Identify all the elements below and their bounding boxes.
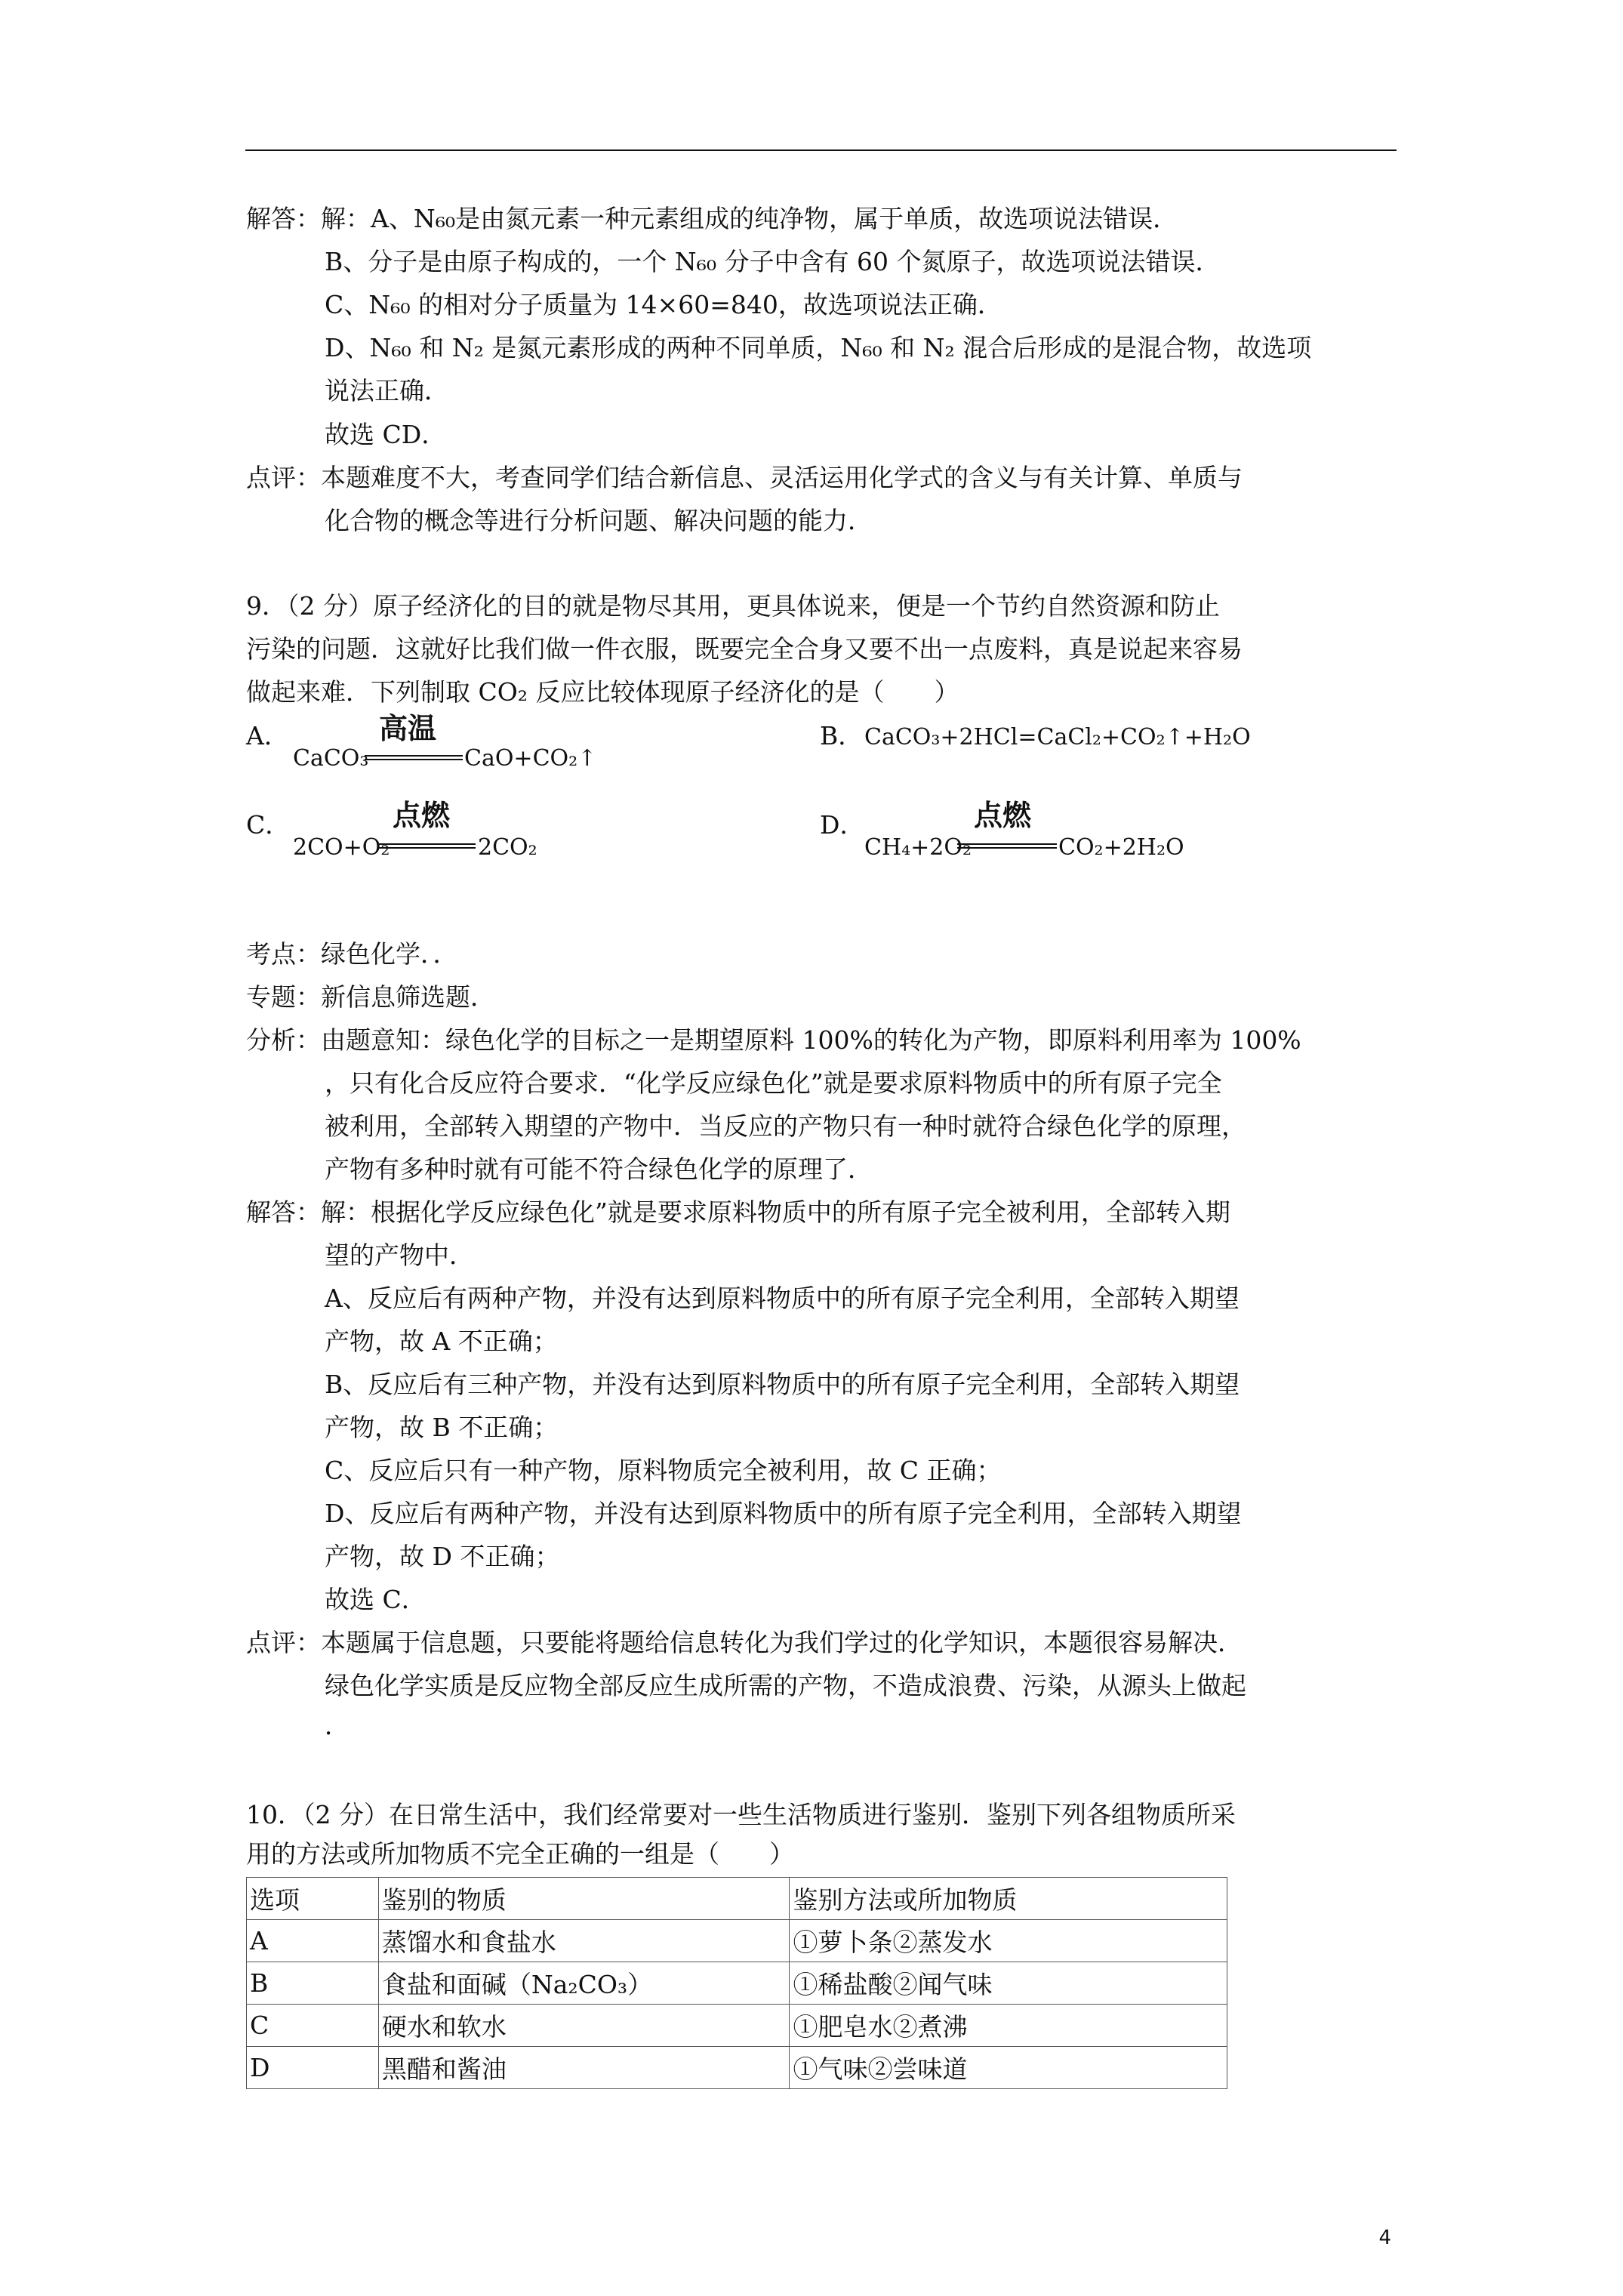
q9-comment-line-1: 点评：本题属于信息题，只要能将题给信息转化为我们学过的化学知识，本题很容易解决． — [246, 1628, 1243, 1657]
table-cell: 蒸馏水和食盐水 — [378, 1920, 790, 1962]
q9-answer-line-6: 产物，故 B 不正确； — [325, 1413, 559, 1442]
table-cell: ①气味②尝味道 — [790, 2047, 1227, 2089]
table-row — [247, 2047, 1227, 2089]
table-cell: ①萝卜条②蒸发水 — [790, 1920, 1227, 1962]
q9-stem-line-1: 9．（2 分）原子经济化的目的就是物尽其用，更具体说来，便是一个节约自然资源和防止 — [246, 591, 1220, 621]
q8-comment-line-1: 点评：本题难度不大，考查同学们结合新信息、灵活运用化学式的含义与有关计算、单质与 — [246, 463, 1243, 492]
q9-comment-line-3: ． — [325, 1711, 350, 1740]
table-cell: 黑醋和酱油 — [378, 2047, 790, 2089]
q9-option-a-product: CaO+CO₂↑ — [464, 745, 597, 772]
q9-option-c-condition: 点燃 — [393, 799, 451, 832]
table-header-cell: 鉴别的物质 — [378, 1878, 790, 1920]
q8-answer-line-4: D、N₆₀ 和 N₂ 是氮元素形成的两种不同单质，N₆₀ 和 N₂ 混合后形成的是混合物，故选项 — [325, 333, 1312, 362]
q9-analysis-line-1: 分析：由题意知：绿色化学的目标之一是期望原料 100%的转化为产物，即原料利用率为 100% — [246, 1025, 1301, 1055]
q9-answer-line-2: 望的产物中． — [325, 1240, 474, 1270]
q9-answer-line-9: 产物，故 D 不正确； — [325, 1542, 560, 1571]
q9-option-c-reactant: 2CO+O₂ — [293, 834, 390, 861]
q9-answer-line-4: 产物，故 A 不正确； — [325, 1327, 558, 1356]
q8-answer-line-3: C、N₆₀ 的相对分子质量为 14×60=840，故选项说法正确． — [325, 290, 1002, 319]
q9-point: 考点：绿色化学．． — [246, 939, 458, 969]
table-cell: C — [247, 2005, 379, 2047]
q9-option-a-equals — [365, 755, 463, 760]
table-cell: A — [247, 1920, 379, 1962]
table-cell: 硬水和软水 — [378, 2005, 790, 2047]
q9-stem-line-2: 污染的问题．这就好比我们做一件衣服，既要完全合身又要不出一点废料，真是说起来容易 — [246, 634, 1243, 664]
q9-option-c-equals — [377, 843, 476, 849]
q9-analysis-line-2: ，只有化合反应符合要求．“化学反应绿色化”就是要求原料物质中的所有原子完全 — [325, 1068, 1222, 1098]
q9-option-d-product: CO₂+2H₂O — [1058, 834, 1184, 861]
q9-option-d-condition: 点燃 — [974, 799, 1032, 832]
q9-answer-line-3: A、反应后有两种产物，并没有达到原料物质中的所有原子完全利用，全部转入期望 — [325, 1284, 1240, 1313]
q9-option-c-product: 2CO₂ — [478, 834, 537, 861]
q9-option-a-reactant: CaCO₃ — [293, 745, 369, 772]
q10-stem-line-2: 用的方法或所加物质不完全正确的一组是（ ） — [246, 1839, 794, 1869]
q9-topic: 专题：新信息筛选题． — [246, 982, 495, 1012]
table-header-cell: 鉴别方法或所加物质 — [790, 1878, 1227, 1920]
table-cell: ①稀盐酸②闻气味 — [790, 1962, 1227, 2005]
table-row — [247, 1962, 1227, 2005]
q9-option-a-condition: 高温 — [379, 712, 437, 745]
q9-stem-line-3: 做起来难．下列制取 CO₂ 反应比较体现原子经济化的是（ ） — [246, 677, 959, 707]
table-header-row — [247, 1878, 1227, 1920]
q10-table — [246, 1877, 1227, 2089]
page-number: 4 — [1378, 2227, 1391, 2249]
q9-comment-line-2: 绿色化学实质是反应物全部反应生成所需的产物，不造成浪费、污染，从源头上做起 — [325, 1671, 1246, 1700]
q9-answer-line-5: B、反应后有三种产物，并没有达到原料物质中的所有原子完全利用，全部转入期望 — [325, 1370, 1240, 1399]
q9-answer-line-8: D、反应后有两种产物，并没有达到原料物质中的所有原子完全利用，全部转入期望 — [325, 1499, 1242, 1528]
q9-option-a-label: A． — [246, 721, 289, 750]
q8-answer-line-5: 说法正确． — [325, 376, 449, 405]
table-row — [247, 2005, 1227, 2047]
q9-option-d-reactant: CH₄+2O₂ — [864, 834, 972, 861]
table-cell: D — [247, 2047, 379, 2089]
header-rule — [245, 149, 1397, 151]
q9-option-c-label: C． — [246, 810, 291, 840]
q9-analysis-line-3: 被利用，全部转入期望的产物中．当反应的产物只有一种时就符合绿色化学的原理， — [325, 1111, 1246, 1141]
q9-answer-line-10: 故选 C． — [325, 1585, 427, 1614]
table-cell: 食盐和面碱（Na₂CO₃） — [378, 1962, 790, 2005]
q9-option-d-equals — [957, 843, 1057, 849]
table-header-cell: 选项 — [247, 1878, 379, 1920]
q9-option-d-label: D． — [820, 810, 865, 840]
table-cell: B — [247, 1962, 379, 2005]
q8-comment-line-2: 化合物的概念等进行分析问题、解决问题的能力． — [325, 506, 873, 535]
table-row — [247, 1920, 1227, 1962]
q8-answer-line-6: 故选 CD． — [325, 420, 447, 449]
q8-answer-line-1: 解答：解：A、N₆₀是由氮元素一种元素组成的纯净物，属于单质，故选项说法错误． — [246, 204, 1178, 233]
table-cell: ①肥皂水②煮沸 — [790, 2005, 1227, 2047]
q9-answer-line-1: 解答：解：根据化学反应绿色化”就是要求原料物质中的所有原子完全被利用，全部转入期 — [246, 1197, 1230, 1227]
q9-option-b-equation: CaCO₃+2HCl=CaCl₂+CO₂↑+H₂O — [864, 724, 1251, 750]
q10-stem-line-1: 10．（2 分）在日常生活中，我们经常要对一些生活物质进行鉴别．鉴别下列各组物质所采 — [246, 1800, 1236, 1829]
q9-option-b-label: B． — [820, 721, 864, 750]
q9-answer-line-7: C、反应后只有一种产物，原料物质完全被利用，故 C 正确； — [325, 1456, 1002, 1485]
q8-answer-line-2: B、分子是由原子构成的，一个 N₆₀ 分子中含有 60 个氮原子，故选项说法错误． — [325, 247, 1221, 276]
q9-analysis-line-4: 产物有多种时就有可能不符合绿色化学的原理了． — [325, 1154, 873, 1184]
